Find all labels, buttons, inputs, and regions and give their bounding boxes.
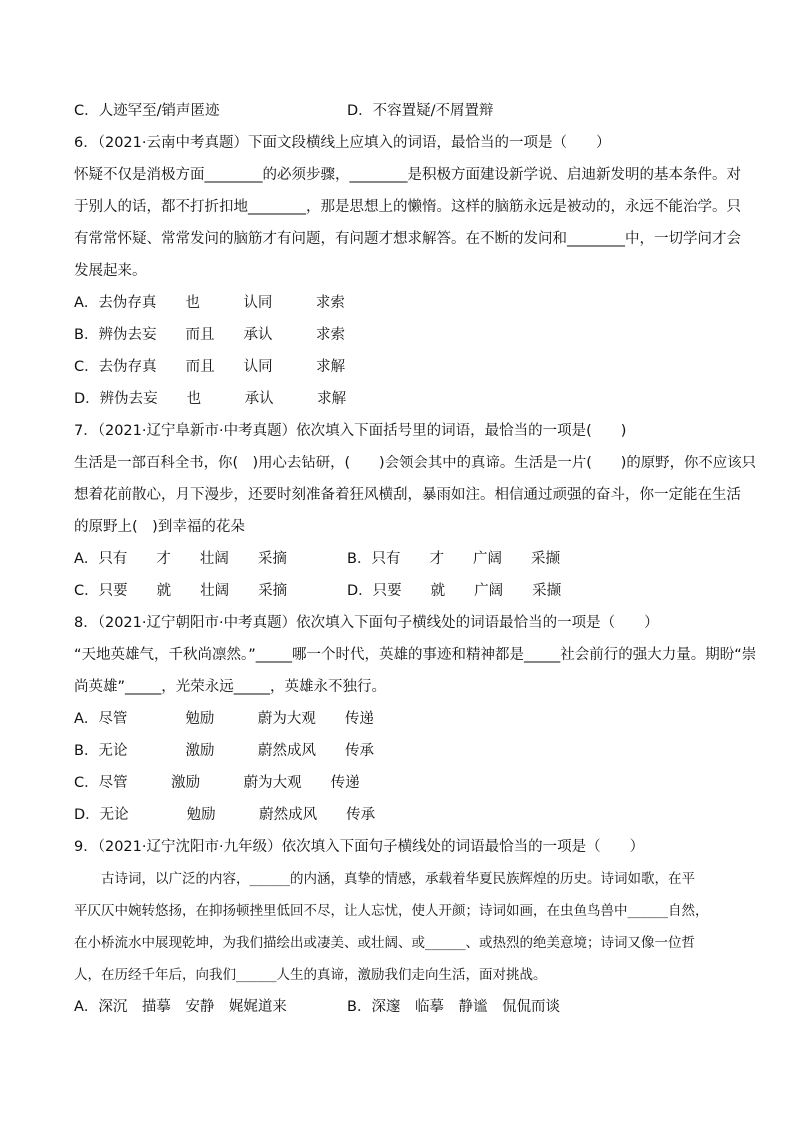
q7-passage-line-1: 生活是一部百科全书，你( )用心去钻研，( )会领会其中的真谛。生活是一片( )的原野，你不应该只 [74, 455, 757, 471]
q9-option-b: B．深邃 临摹 静谧 侃侃而谈 [347, 999, 560, 1015]
q6-passage-line-4: 发展起来。 [74, 263, 147, 279]
q6-title: 6．（2021·云南中考真题）下面文段横线上应填入的词语，最恰当的一项是（ ） [74, 135, 611, 151]
q6-passage-line-2: 于别人的话，都不打折扣地________，那是思想上的懒惰。这样的脑筋永远是被动的，永远不能治学。只 [74, 199, 741, 215]
q9-passage-line-1: 古诗词，以广泛的内容，______的内涵，真挚的情感，承载着华夏民族辉煌的历史。诗词如歌，在平 [74, 871, 695, 887]
q9-passage-line-3: 在小桥流水中展现乾坤，为我们描绘出或凄美、或壮阔、或______、或热烈的绝美意境；诗词又像一位哲 [74, 935, 695, 951]
q8-option-a: A．尽管 勉励 蔚为大观 传递 [74, 711, 374, 727]
q6-option-d: D．辨伪去妄 也 承认 求解 [74, 391, 347, 407]
q9-passage-line-2: 平仄仄中婉转悠扬，在抑扬顿挫里低回不尽，让人忘忧，使人开颜；诗词如画，在虫鱼鸟兽中______自然， [74, 903, 709, 919]
q8-passage-line-2: 尚英雄”_____，光荣永远_____，英雄永不独行。 [74, 679, 387, 695]
q7-option-d: D．只要 就 广阔 采撷 [347, 583, 562, 599]
q9-passage-line-4: 人，在历经千年后，向我们______人生的真谛，激励我们走向生活，面对挑战。 [74, 967, 547, 983]
q9-title: 9．（2021·辽宁沈阳市·九年级）依次填入下面句子横线处的词语最恰当的一项是（ ） [74, 839, 645, 855]
q7-passage-line-2: 想着花前散心，月下漫步，还要时刻准备着狂风横刮，暴雨如注。相信通过顽强的奋斗，你一定能在生活 [74, 487, 741, 503]
q8-passage-line-1: “天地英雄气，千秋尚凛然。”_____哪一个时代，英雄的事迹和精神都是_____社会前行的强大力量。期盼“崇 [74, 647, 757, 663]
q8-option-d: D．无论 勉励 蔚然成风 传承 [74, 807, 376, 823]
q6-passage-line-3: 有常常怀疑、常常发问的脑筋才有问题，有问题才想求解答。在不断的发问和________中，一切学问才会 [74, 231, 741, 247]
q8-option-b: B．无论 激励 蔚然成风 传承 [74, 743, 374, 759]
q7-title: 7．（2021·辽宁阜新市·中考真题）依次填入下面括号里的词语，最恰当的一项是( ) [74, 423, 627, 439]
q7-option-b: B．只有 才 广阔 采撷 [347, 551, 560, 567]
q6-passage-line-1: 怀疑不仅是消极方面________的必须步骤，________是积极方面建设新学说、启迪新发明的基本条件。对 [74, 167, 741, 183]
q7-passage-line-3: 的原野上( )到幸福的花朵 [74, 519, 245, 535]
q7-option-a: A．只有 才 壮阔 采摘 [74, 551, 287, 567]
q8-title: 8．（2021·辽宁朝阳市·中考真题）依次填入下面句子横线处的词语最恰当的一项是（ ） [74, 615, 659, 631]
q6-option-b: B．辨伪去妄 而且 承认 求索 [74, 327, 345, 343]
q6-option-c: C．去伪存真 而且 认同 求解 [74, 359, 346, 375]
q7-option-c: C．只要 就 壮阔 采摘 [74, 583, 288, 599]
q8-option-c: C．尽管 激励 蔚为大观 传递 [74, 775, 360, 791]
q9-option-a: A．深沉 描摹 安静 娓娓道来 [74, 999, 287, 1015]
q5-option-c: C．人迹罕至/销声匿迹 [74, 103, 220, 119]
q6-option-a: A．去伪存真 也 认同 求索 [74, 295, 345, 311]
q5-option-d: D．不容置疑/不屑置辩 [347, 103, 494, 119]
